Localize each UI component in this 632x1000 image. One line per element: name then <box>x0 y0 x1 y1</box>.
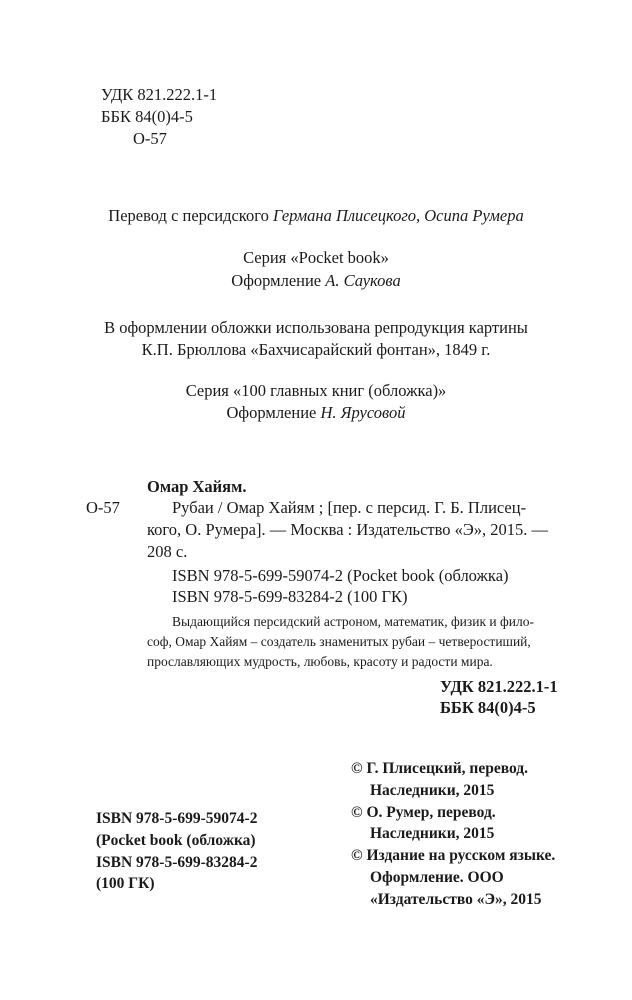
bib-heading: Омар Хайям. <box>147 477 247 496</box>
udk-code-top: УДК 821.222.1-1 <box>101 85 218 104</box>
udk-code-bottom: УДК 821.222.1-1 <box>440 677 558 696</box>
translators: Германа Плисецкого, Осипа Румера <box>272 206 524 225</box>
design-credit-pocket <box>0 270 632 291</box>
cover-note-line2: К.П. Брюллова «Бахчисарайский фонтан», 1849 г. <box>141 340 491 359</box>
bib-desc-line3: 208 с. <box>147 542 188 561</box>
copyright-3-line2: Оформление. ООО <box>370 869 504 886</box>
isbn-block-line3: ISBN 978-5-699-83284-2 <box>96 854 258 871</box>
isbn-block-line1: ISBN 978-5-699-59074-2 <box>96 810 258 827</box>
copyright-2-line1: © О. Румер, перевод. <box>351 804 496 821</box>
bbk-code-bottom: ББК 84(0)4-5 <box>440 698 536 717</box>
isbn-block-line2: (Pocket book (обложка) <box>96 832 256 849</box>
bib-desc-line1: Рубаи / Омар Хайям ; [пер. с персид. Г. Б. Плисец- <box>172 498 527 517</box>
bib-isbn1: ISBN 978-5-699-59074-2 (Pocket book (обложка) <box>172 566 509 585</box>
copyright-3-line1: © Издание на русском языке. <box>351 847 556 864</box>
translation-credit <box>0 205 632 226</box>
author-mark-top: О-57 <box>133 129 167 148</box>
annotation-line3: прославляющих мудрость, любовь, красоту и радости мира. <box>147 654 493 669</box>
copyright-2-line2: Наследники, 2015 <box>370 825 495 842</box>
translation-prefix: Перевод с персидского <box>108 206 273 225</box>
isbn-block-line4: (100 ГК) <box>96 875 155 892</box>
cover-note-line1: В оформлении обложки использована репродукция картины <box>104 318 528 337</box>
bib-desc-line2: кого, О. Румера]. — Москва : Издательство «Э», 2015. — <box>147 520 549 539</box>
annotation-line2: соф, Омар Хайям – создатель знаменитых рубаи – четверостиший, <box>147 634 531 649</box>
bbk-code-top: ББК 84(0)4-5 <box>101 107 193 126</box>
design-prefix-100: Оформление <box>226 403 321 422</box>
copyright-3-line3: «Издательство «Э», 2015 <box>370 891 542 908</box>
designer-pocket: А. Саукова <box>325 271 401 290</box>
bib-isbn2: ISBN 978-5-699-83284-2 (100 ГК) <box>172 587 408 606</box>
copyright-1-line1: © Г. Плисецкий, перевод. <box>351 760 529 777</box>
designer-100: Н. Ярусовой <box>320 403 406 422</box>
design-credit-100 <box>0 402 632 423</box>
series-100: Серия «100 главных книг (обложка)» <box>185 381 447 400</box>
series-pocket: Серия «Pocket book» <box>243 248 389 267</box>
copyright-1-line2: Наследники, 2015 <box>370 782 495 799</box>
design-prefix: Оформление <box>231 271 326 290</box>
bib-author-mark: О-57 <box>86 498 120 517</box>
annotation-line1: Выдающийся персидский астроном, математик, физик и фило- <box>172 614 534 629</box>
